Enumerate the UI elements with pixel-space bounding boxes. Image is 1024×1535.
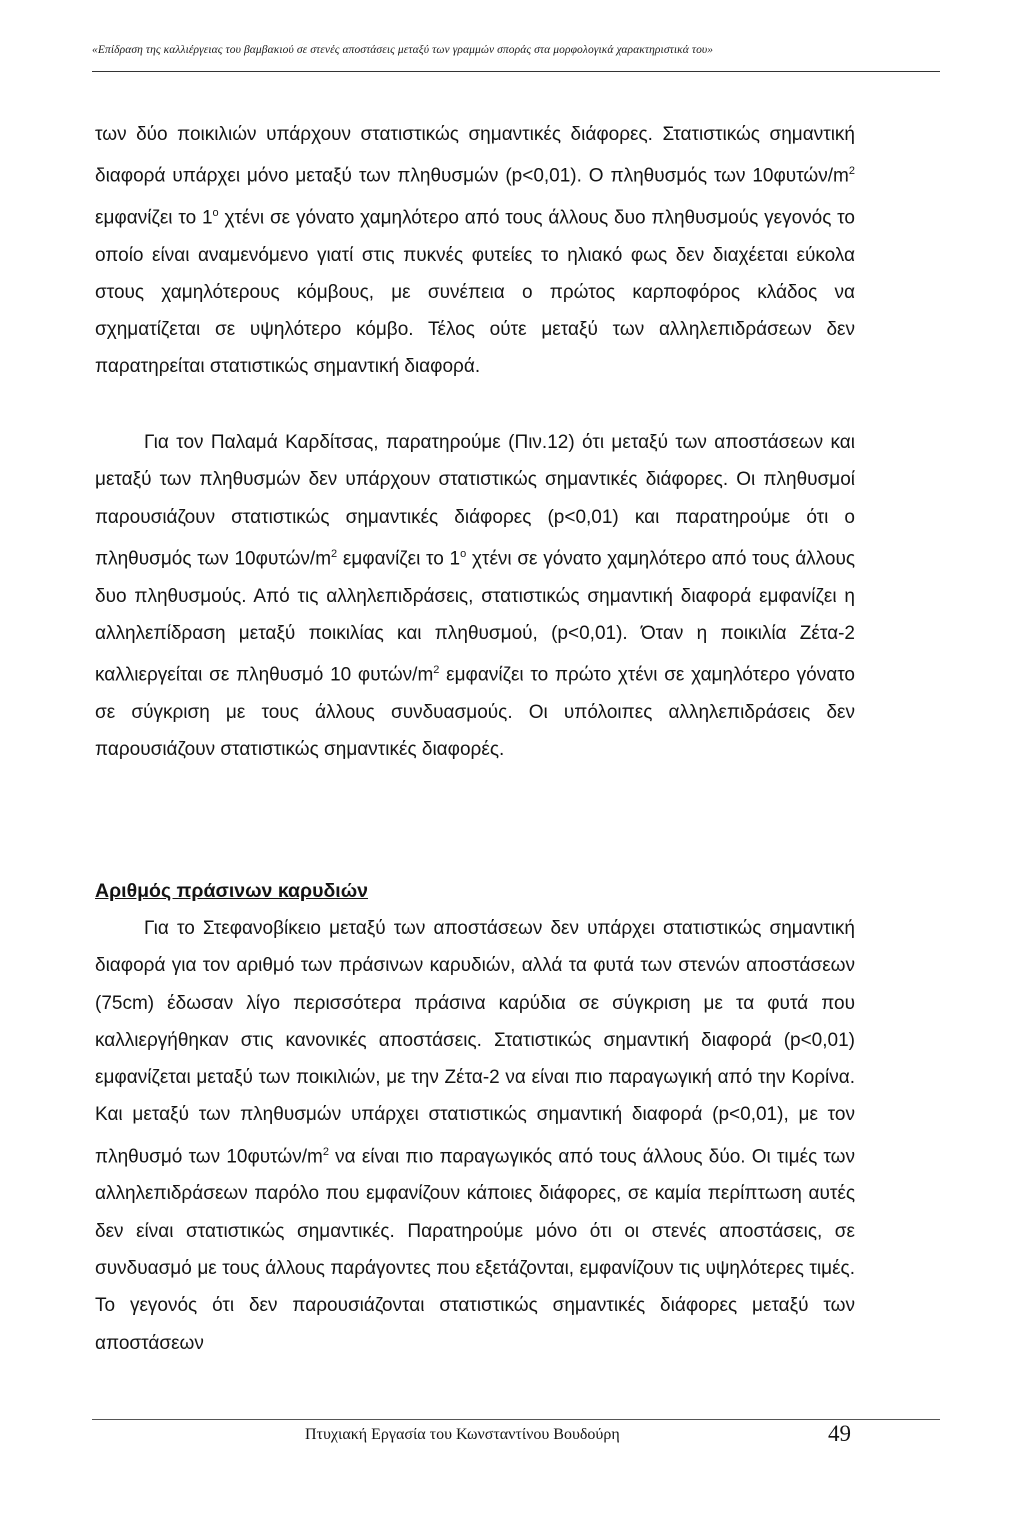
section-heading: Αριθμός πράσινων καρυδιών (95, 880, 369, 902)
running-header: «Επίδραση της καλλιέργειας του βαμβακιού σε στενές αποστάσεις μεταξύ των γραμμών σποράς στα μορφολογικά χαρακτηριστικά του» (92, 44, 714, 56)
paragraph-2-text-d: εμφανίζει το πρώτο χτένι σε χαμηλότερο γόνατο σε σύγκριση με τους άλλους συνδυασμούς. Οι υπόλοιπες αλληλεπιδράσεις δεν παρουσιάζουν στατιστικώς σημαντικές διαφορές. (95, 664, 855, 761)
paragraph-1-text-b: εμφανίζει το 1 (95, 207, 213, 229)
paragraph-3-text-b: να είναι πιο παραγωγικός από τους άλλους δύο. Οι τιμές των αλληλεπιδράσεων παρόλο που εμφανίζουν κάποιες διάφορες, σε καμία περίπτωση αυτές δεν είναι στατιστικώς σημαντικές. Παρατηρούμε μόνο ότι οι στενές αποστάσεις, σε συνδυασμό με τους άλλους παράγοντες που εξετάζονται, εμφανίζουν τις υψηλότερες τιμές. Το γεγονός ότι δεν παρουσιάζονται στατιστικώς σημαντικές διάφορες μεταξύ των αποστάσεων (95, 1146, 855, 1354)
paragraph-1-text-a: των δύο ποικιλιών υπάρχουν στατιστικώς σημαντικές διάφορες. Στατιστικώς σημαντική διαφορά υπάρχει μόνο μεταξύ των πληθυσμών (p<0,01). Ο πληθυσμός των 10φυτών/m (95, 124, 855, 187)
paragraph-2-text-c: χτένι σε γόνατο χαμηλότερο από τους άλλους δυο πληθυσμούς. Από τις αλληλεπιδράσεις, στατιστικώς σημαντική διαφορά εμφανίζει η αλληλεπίδραση μεταξύ ποικιλίας και πληθυσμού, (p<0,01). Όταν η ποικιλία Ζέτα-2 καλλιεργείται σε πληθυσμό 10 φυτών/m (95, 548, 856, 686)
superscript: ο (460, 547, 467, 560)
superscript: 2 (331, 547, 338, 560)
paragraph-2-text-a: Για τον Παλαμά Καρδίτσας, παρατηρούμε (Πιν.12) ότι μεταξύ των αποστάσεων και μεταξύ των πληθυσμών δεν υπάρχουν στατιστικώς σημαντικές διάφορες. Οι πληθυσμοί παρουσιάζουν στατιστικώς σημαντικές διάφορες (p<0,01) και παρατηρούμε ότι ο πληθυσμός των 10φυτών/m (95, 432, 855, 570)
paragraph-3 (95, 910, 855, 1362)
paragraph-2 (95, 424, 855, 768)
footer-author: Πτυχιακή Εργασία του Κωνσταντίνου Βουδούρη (305, 1426, 620, 1443)
superscript: ο (212, 206, 219, 219)
superscript: 2 (848, 165, 855, 178)
paragraph-3-text-a: Για το Στεφανοβίκειο μεταξύ των αποστάσεων δεν υπάρχει στατιστικώς σημαντική διαφορά για τον αριθμό των πράσινων καρυδιών, αλλά τα φυτά των στενών αποστάσεων (75cm) έδωσαν λίγο περισσότερα πράσινα καρύδια σε σύγκριση με τα φυτά που καλλιεργήθηκαν στις κανονικές αποστάσεις. Στατιστικώς σημαντική διαφορά (p<0,01) εμφανίζεται μεταξύ των ποικιλιών, με την Ζέτα-2 να είναι πιο παραγωγική από την Κορίνα. Και μεταξύ των πληθυσμών υπάρχει στατιστικώς σημαντική διαφορά (p<0,01), με τον πληθυσμό των 10φυτών/m (95, 918, 855, 1168)
superscript: 2 (433, 664, 440, 677)
header-divider (92, 71, 940, 72)
paragraph-1-text-c: χτένι σε γόνατο χαμηλότερο από τους άλλους δυο πληθυσμούς γεγονός το οποίο είναι αναμενόμενο γιατί στις πυκνές φυτείες το ηλιακό φως δεν διαχέεται εύκολα στους χαμηλότερους κόμβους, με συνέπεια ο πρώτος καρποφόρος κλάδος να σχηματίζεται σε υψηλότερο κόμβο. Τέλος ούτε μεταξύ των αλληλεπιδράσεων δεν παρατηρείται στατιστικώς σημαντική διαφορά. (95, 207, 855, 378)
footer-divider (92, 1419, 940, 1420)
page-number: 49 (828, 1421, 851, 1446)
paragraph-2-text-b: εμφανίζει το 1 (337, 548, 461, 570)
paragraph-1 (95, 116, 855, 386)
superscript: 2 (322, 1145, 329, 1158)
